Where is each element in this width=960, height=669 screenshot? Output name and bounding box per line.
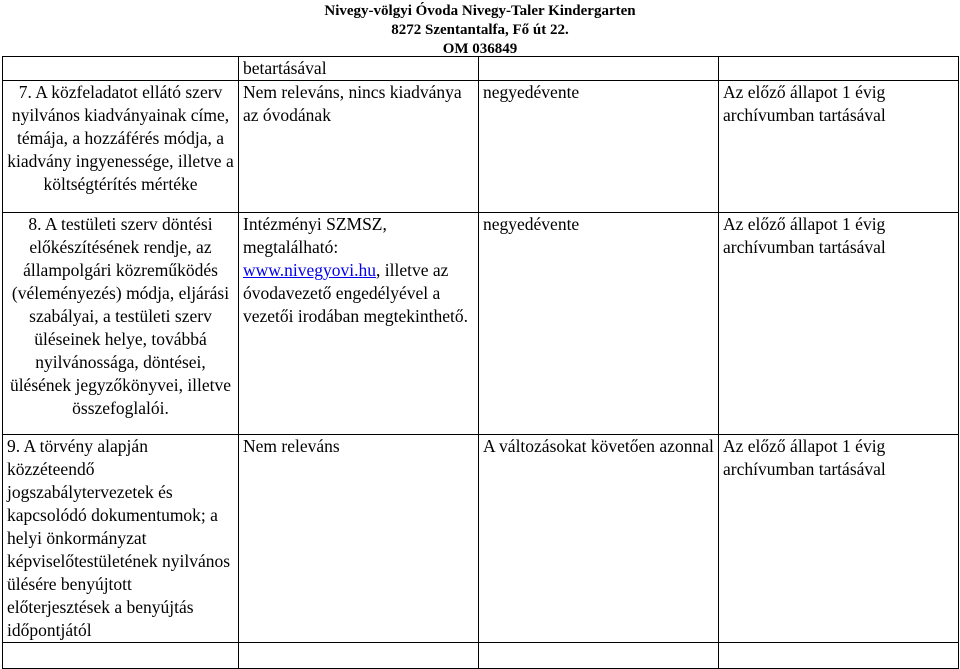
table-row bbox=[3, 643, 959, 669]
disclosure-table bbox=[2, 56, 959, 669]
website-link[interactable]: www.nivegyovi.hu bbox=[243, 260, 377, 280]
table-cell: Nem releváns bbox=[239, 435, 479, 643]
table-cell: negyedévente bbox=[479, 213, 719, 435]
table-cell: Nem releváns, nincs kiadványa az óvodának bbox=[239, 81, 479, 213]
table-cell bbox=[719, 643, 959, 669]
table-cell: Az előző állapot 1 évig archívumban tartásával bbox=[719, 81, 959, 213]
table-cell bbox=[239, 213, 479, 435]
institution-om-number: OM 036849 bbox=[442, 41, 518, 57]
table-cell: negyedévente bbox=[479, 81, 719, 213]
table-cell: 7. A közfeladatot ellátó szerv nyilvános kiadványainak címe, témája, a hozzáférés módja, a kiadvány ingyenessége, illetve a költségtérítés mértéke bbox=[3, 81, 239, 213]
table-cell: Az előző állapot 1 évig archívumban tartásával bbox=[719, 435, 959, 643]
table-row bbox=[3, 435, 959, 643]
institution-address: 8272 Szentantalfa, Fő út 22. bbox=[391, 22, 569, 38]
cell-text: , illetve az óvodavezető engedélyével a vezetői irodában megtekinthető. bbox=[243, 260, 468, 326]
table-row bbox=[3, 213, 959, 435]
table-cell bbox=[719, 57, 959, 81]
table-cell: 9. A törvény alapján közzéteendő jogszabálytervezetek és kapcsolódó dokumentumok; a helyi önkormányzat képviselőtestületének nyilvános ülésére benyújtott előterjesztések a benyújtás időpontjától bbox=[3, 435, 239, 643]
table-cell bbox=[479, 57, 719, 81]
table-cell: A változásokat követően azonnal bbox=[479, 435, 719, 643]
cell-text: Intézményi SZMSZ, megtalálható: bbox=[243, 214, 387, 257]
institution-name: Nivegy-völgyi Óvoda Nivegy-Taler Kindergarten bbox=[324, 3, 636, 19]
table-cell: 8. A testületi szerv döntési előkészítésének rendje, az állampolgári közreműködés (véleményezés) módja, eljárási szabályai, a testületi szerv üléseinek helye, továbbá nyilvánossága, döntései, ülésének jegyzőkönyvei, illetve összefoglalói. bbox=[3, 213, 239, 435]
table-cell bbox=[3, 57, 239, 81]
table-row bbox=[3, 81, 959, 213]
table-cell bbox=[3, 643, 239, 669]
table-row bbox=[3, 57, 959, 81]
table-cell: betartásával bbox=[239, 57, 479, 81]
table-cell: Az előző állapot 1 évig archívumban tartásával bbox=[719, 213, 959, 435]
table-cell bbox=[239, 643, 479, 669]
table-cell bbox=[479, 643, 719, 669]
document-header bbox=[0, 0, 960, 59]
